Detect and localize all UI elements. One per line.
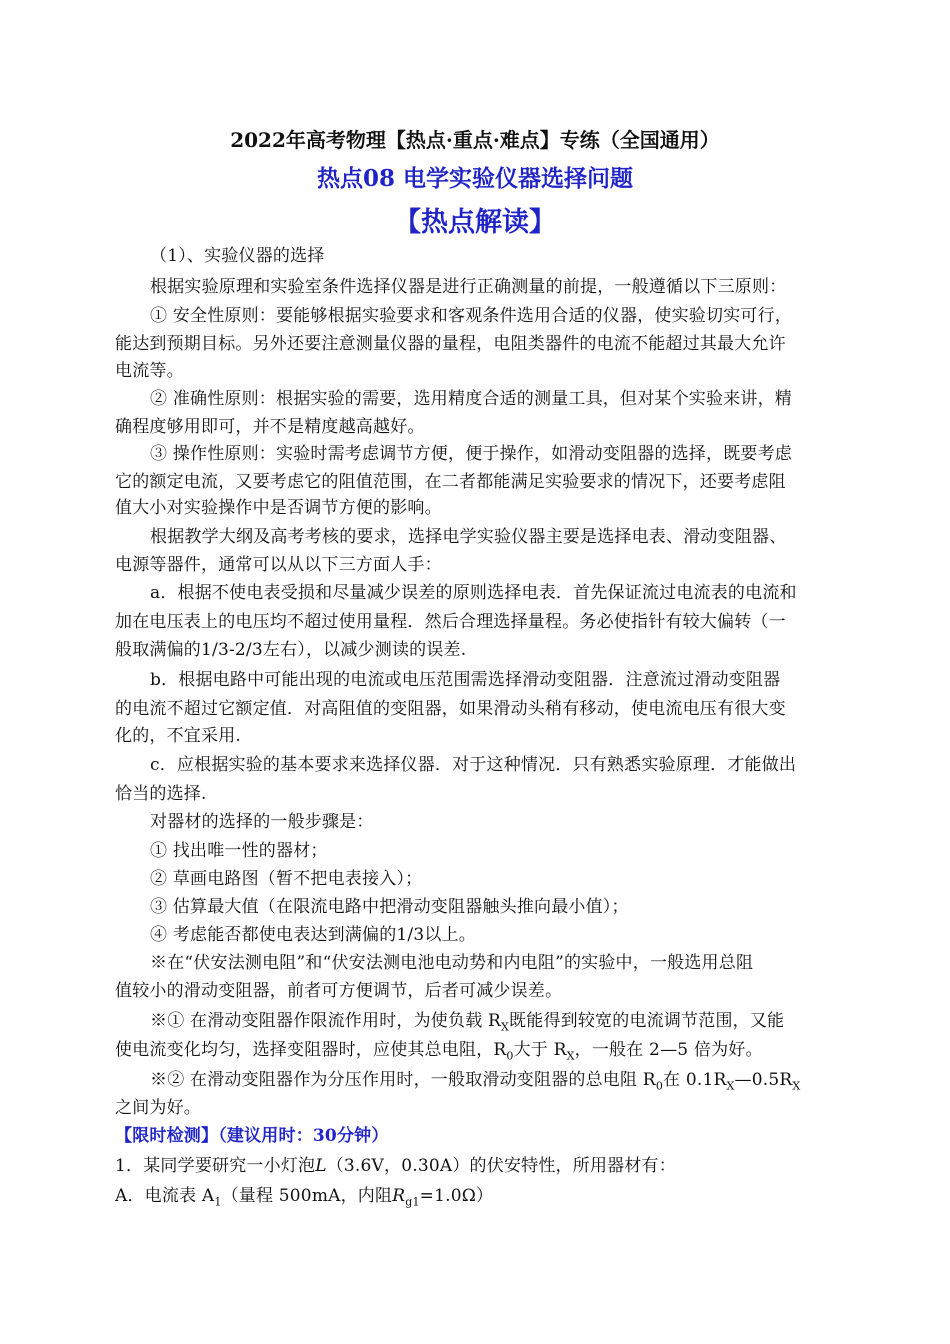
text-line: 电流等。 bbox=[115, 361, 184, 381]
section-heading: 【热点解读】 bbox=[394, 207, 556, 238]
subscript: 1 bbox=[214, 1195, 222, 1209]
text-line: 加在电压表上的电压均不超过使用量程．然后合理选择量程。务必使指针有较大偏转（一 bbox=[115, 612, 786, 632]
text-line bbox=[115, 1039, 837, 1067]
text-segment: 大于 R bbox=[513, 1040, 567, 1060]
italic-symbol: R bbox=[392, 1186, 406, 1206]
text-segment: 1．某同学要研究一小灯泡 bbox=[115, 1156, 316, 1176]
italic-symbol: L bbox=[315, 1156, 327, 1176]
subscript: X bbox=[726, 1079, 735, 1093]
subscript: X bbox=[792, 1079, 801, 1093]
text-line: 确程度够用即可，并不是精度越高越好。 bbox=[115, 417, 425, 437]
text-segment: ，一般在 2—5 倍为好。 bbox=[574, 1040, 763, 1060]
text-segment: ※① 在滑动变阻器作限流作用时，为使负载 R bbox=[150, 1011, 502, 1031]
text-segment: ※② 在滑动变阻器作为分压作用时，一般取滑动变阻器的总电阻 R bbox=[150, 1070, 656, 1090]
text-line: a．根据不使电表受损和尽量减少误差的原则选择电表．首先保证流过电流表的电流和 bbox=[150, 583, 797, 603]
text-line: ※在“伏安法测电阻”和“伏安法测电池电动势和内电阻”的实验中，一般选用总阻 bbox=[150, 953, 754, 973]
text-segment: A．电流表 A bbox=[115, 1186, 215, 1206]
text-line: c．应根据实验的基本要求来选择仪器．对于这种情况．只有熟悉实验原理．才能做出 bbox=[150, 755, 797, 775]
text-line bbox=[150, 1010, 837, 1038]
question-line bbox=[115, 1155, 837, 1177]
text-line: 恰当的选择. bbox=[115, 784, 207, 804]
text-segment: 使电流变化均匀，选择变阻器时，应使其总电阻，R bbox=[115, 1040, 507, 1060]
text-line: ④ 考虑能否都使电表达到满偏的1/3以上。 bbox=[150, 925, 476, 945]
topic-title: 热点08 电学实验仪器选择问题 bbox=[316, 165, 633, 192]
text-line: （1）、实验仪器的选择 bbox=[150, 246, 325, 266]
text-line: ③ 估算最大值（在限流电路中把滑动变阻器触头推向最小值）； bbox=[150, 897, 629, 917]
text-line bbox=[150, 1069, 837, 1097]
text-line: 根据教学大纲及高考考核的要求，选择电学实验仪器主要是选择电表、滑动变阻器、 bbox=[150, 527, 787, 547]
text-line: 值大小对实验操作中是否调节方便的影响。 bbox=[115, 498, 442, 518]
text-line: 电源等器件，通常可以从以下三方面人手： bbox=[115, 555, 442, 575]
text-line: 之间为好。 bbox=[115, 1098, 201, 1118]
text-line: 般取满偏的1/3-2/3左右），以减少测读的误差. bbox=[115, 640, 467, 660]
text-line: ③ 操作性原则：实验时需考虑调节方便，便于操作，如滑动变阻器的选择，既要考虑 bbox=[150, 444, 793, 464]
text-segment: =1.0Ω） bbox=[419, 1186, 494, 1206]
text-segment: 在 0.1R bbox=[663, 1070, 727, 1090]
text-line: 值较小的滑动变阻器，前者可方便调节，后者可减少误差。 bbox=[115, 981, 563, 1001]
text-segment: （量程 500mA，内阻 bbox=[221, 1186, 393, 1206]
text-line: 能达到预期目标。另外还要注意测量仪器的量程，电阻类器件的电流不能超过其最大允许 bbox=[115, 334, 786, 354]
subscript: g1 bbox=[405, 1195, 420, 1209]
text-line: 化的，不宜采用. bbox=[115, 726, 242, 746]
text-line: b．根据电路中可能出现的电流或电压范围需选择滑动变阻器．注意流过滑动变阻器 bbox=[150, 670, 781, 690]
text-line: 的电流不超过它额定值．对高阻值的变阻器，如果滑动头稍有移动，使电流电压有很大变 bbox=[115, 699, 786, 719]
option-line bbox=[115, 1185, 837, 1213]
subscript: X bbox=[566, 1049, 575, 1063]
text-segment: （3.6V，0.30A）的伏安特性，所用器材有： bbox=[326, 1156, 676, 1176]
subscript: 0 bbox=[655, 1079, 664, 1093]
text-line: 它的额定电流，又要考虑它的阻值范围，在二者都能满足实验要求的情况下，还要考虑阻 bbox=[115, 472, 786, 492]
text-line: ① 安全性原则：要能够根据实验要求和客观条件选用合适的仪器，使实验切实可行， bbox=[150, 306, 793, 326]
text-line: 根据实验原理和实验室条件选择仪器是进行正确测量的前提，一般遵循以下三原则： bbox=[150, 277, 787, 297]
text-segment: —0.5R bbox=[734, 1070, 793, 1090]
quiz-heading: 【限时检测】（建议用时：30分钟） bbox=[115, 1126, 389, 1146]
text-line: 对器材的选择的一般步骤是： bbox=[150, 812, 374, 832]
subscript: X bbox=[501, 1020, 510, 1034]
text-line: ② 草画电路图（暂不把电表接入）； bbox=[150, 869, 423, 889]
text-line: ① 找出唯一性的器材； bbox=[150, 841, 328, 861]
subscript: 0 bbox=[506, 1049, 514, 1063]
document-title: 2022年高考物理【热点·重点·难点】专练（全国通用） bbox=[230, 128, 720, 152]
text-line: ② 准确性原则：根据实验的需要，选用精度合适的测量工具，但对某个实验来讲，精 bbox=[150, 389, 793, 409]
text-segment: 既能得到较宽的电流调节范围，又能 bbox=[509, 1011, 785, 1031]
